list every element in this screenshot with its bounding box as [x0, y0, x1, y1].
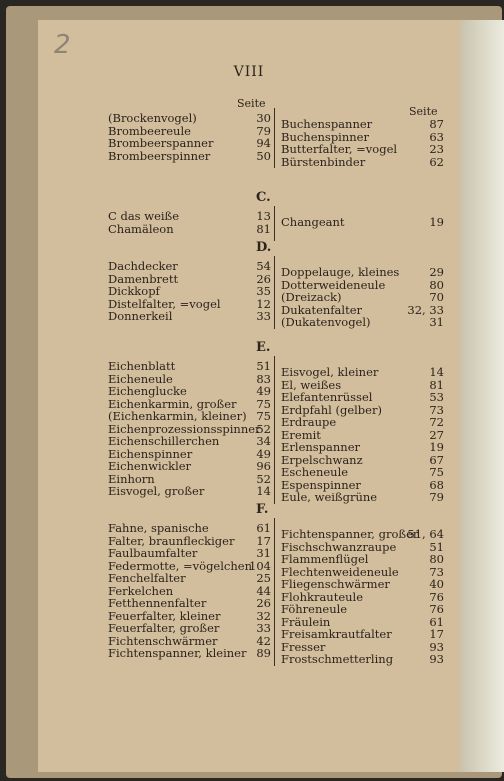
index-entry-name: Fliegenschwärmer	[281, 577, 390, 591]
index-entry-name: Eichenglucke	[108, 384, 187, 398]
index-entry-name: Dotterweideneule	[281, 277, 386, 292]
index-entry-name: Buchenspanner	[281, 117, 373, 131]
index-entry-page: 14	[429, 365, 444, 379]
index-entry-page: 17	[256, 533, 271, 548]
index-entry-name: Dachdecker	[108, 259, 178, 273]
index-entry-page: 26	[256, 271, 271, 286]
index-entry-page: 44	[256, 583, 271, 598]
index-entry-name: Fetthennenfalter	[108, 596, 207, 610]
index-entry-name: Erlenspanner	[281, 440, 361, 454]
index-entry-page: 29	[429, 265, 444, 279]
index-entry-page: 83	[256, 371, 271, 386]
index-entry-page: 104	[249, 558, 271, 573]
index-entry-page: 76	[429, 602, 444, 616]
index-entry-page: 54	[256, 259, 271, 273]
section-letter: E.	[256, 340, 271, 355]
index-entry-page: 33	[256, 621, 271, 635]
index-entry-page: 75	[429, 465, 444, 479]
index-entry-page: 49	[256, 446, 271, 461]
index-entry-page: 52	[256, 471, 271, 486]
index-entry-page: 62	[429, 154, 444, 169]
index-entry-page: 51	[256, 359, 271, 373]
section-letter: D.	[256, 240, 272, 255]
index-entry-page: 32, 33	[407, 302, 444, 317]
index-entry-page: 19	[429, 440, 444, 454]
index-entry-page: 93	[429, 652, 444, 666]
index-entry-name: Feuerfalter, kleiner	[108, 608, 221, 623]
index-page	[38, 20, 460, 772]
index-entry-name: Eicheneule	[108, 371, 173, 386]
index-entry-page: 80	[429, 277, 444, 292]
index-entry-page: 81	[256, 221, 271, 236]
pencil-mark: 2	[54, 30, 71, 60]
index-entry-name: Eichenwickler	[108, 459, 192, 473]
index-entry-name: El, weißes	[281, 377, 342, 392]
index-entry-page: 51	[429, 539, 444, 554]
index-entry-name: Dickkopf	[108, 284, 160, 298]
index-entry-page: 72	[429, 415, 444, 429]
index-entry-name: Freisamkrautfalter	[281, 627, 392, 641]
index-entry-name: Eichenkarmin, großer	[108, 396, 237, 411]
index-entry-page: 26	[256, 596, 271, 610]
index-entry-name: Eule, weißgrüne	[281, 490, 378, 504]
index-entry-name: (Dukatenvogel)	[281, 315, 371, 329]
index-entry-page: 76	[429, 589, 444, 604]
index-entry-name: Fichtenspanner, großer	[281, 527, 419, 541]
index-entry-name: Frostschmetterling	[281, 652, 394, 666]
index-entry-name: Fenchelfalter	[108, 571, 186, 585]
section-letter: F.	[256, 502, 269, 517]
index-entry-name: Eisvogel, großer	[108, 484, 205, 498]
index-entry-page: 53	[429, 390, 444, 404]
index-entry-name: Brombeerspinner	[108, 148, 211, 163]
index-entry-name: Einhorn	[108, 471, 155, 486]
index-entry-page: 17	[429, 627, 444, 641]
index-entry-page: 87	[429, 117, 444, 131]
index-entry-page: 80	[429, 552, 444, 566]
index-entry-name: (Brockenvogel)	[108, 111, 197, 125]
index-entry-name: Feuerfalter, großer	[108, 621, 220, 635]
index-entry-page: 79	[429, 490, 444, 504]
index-entry-page: 68	[429, 477, 444, 492]
index-entry-page: 61	[429, 614, 444, 629]
index-entry-name: Chamäleon	[108, 221, 174, 236]
index-entry-page: 13	[256, 209, 271, 223]
index-entry-page: 96	[256, 459, 271, 473]
index-entry-name: Föhreneule	[281, 602, 348, 616]
index-entry-name: Faulbaumfalter	[108, 546, 198, 560]
index-entry-page: 12	[256, 296, 271, 311]
column-divider	[274, 206, 275, 241]
index-entry-name: Eichenblatt	[108, 359, 176, 373]
index-entry-page: 75	[256, 396, 271, 411]
page-number: VIII	[233, 64, 265, 80]
index-entry-name: Eichenspinner	[108, 446, 193, 461]
index-entry-name: Ferkelchen	[108, 583, 174, 598]
index-entry-page: 73	[429, 402, 444, 417]
index-entry-page: 31	[256, 546, 271, 560]
index-entry-name: Erpelschwanz	[281, 452, 363, 467]
index-entry-page: 25	[256, 571, 271, 585]
index-entry-page: 67	[429, 452, 444, 467]
index-entry-name: Fischschwanzraupe	[281, 539, 397, 554]
index-entry-name: Falter, braunfleckiger	[108, 533, 235, 548]
index-entry-page: 75	[256, 409, 271, 423]
index-entry-page: 51, 64	[407, 527, 444, 541]
index-entry-name: Erdraupe	[281, 415, 337, 429]
index-entry-page: 19	[429, 215, 444, 229]
index-entry-name: Eremit	[281, 427, 321, 442]
index-entry-page: 27	[429, 427, 444, 442]
index-entry-name: (Dreizack)	[281, 290, 342, 304]
index-entry-name: Fresser	[281, 639, 326, 654]
index-entry-name: Distelfalter, =vogel	[108, 296, 221, 311]
section-letter: C.	[256, 190, 271, 205]
index-entry-name: Fichtenschwärmer	[108, 633, 218, 648]
column-divider	[274, 356, 275, 504]
index-entry-page: 33	[256, 309, 271, 323]
index-entry-name: Eichenschillerchen	[108, 434, 220, 448]
index-entry-name: Escheneule	[281, 465, 349, 479]
index-entry-page: 89	[256, 646, 271, 660]
book-spine	[460, 20, 504, 772]
index-entry-name: Dukatenfalter	[281, 302, 362, 317]
seite-label-left: Seite	[237, 97, 266, 110]
index-entry-name: Flohkrauteule	[281, 589, 364, 604]
index-entry-page: 81	[429, 377, 444, 392]
index-entry-page: 34	[256, 434, 271, 448]
index-entry-page: 30	[256, 111, 271, 125]
index-entry-page: 14	[256, 484, 271, 498]
index-entry-name: C das weiße	[108, 209, 180, 223]
index-entry-name: Espenspinner	[281, 477, 361, 492]
index-entry-name: Doppelauge, kleines	[281, 265, 400, 279]
index-entry-page: 70	[429, 290, 444, 304]
index-entry-page: 61	[256, 521, 271, 535]
index-entry-name: Bürstenbinder	[281, 154, 366, 169]
index-entry-name: Buchenspinner	[281, 129, 369, 144]
index-entry-name: Donnerkeil	[108, 309, 173, 323]
index-entry-page: 23	[429, 142, 444, 156]
index-entry-name: Damenbrett	[108, 271, 179, 286]
index-entry-name: Federmotte, =vögelchen	[108, 558, 252, 573]
column-divider	[274, 108, 275, 168]
index-entry-name: Flechtenweideneule	[281, 564, 399, 579]
index-entry-name: Flammenflügel	[281, 552, 369, 566]
index-entry-name: Elefantenrüssel	[281, 390, 373, 404]
column-divider	[274, 256, 275, 329]
index-entry-page: 73	[429, 564, 444, 579]
index-entry-name: Eichenprozessionsspinner	[108, 421, 261, 436]
index-entry-page: 52	[256, 421, 271, 436]
index-entry-page: 79	[256, 123, 271, 138]
column-divider	[274, 518, 275, 666]
index-entry-page: 50	[256, 148, 271, 163]
index-entry-page: 35	[256, 284, 271, 298]
index-entry-page: 63	[429, 129, 444, 144]
index-entry-page: 32	[256, 608, 271, 623]
index-entry-name: (Eichenkarmin, kleiner)	[108, 409, 247, 423]
index-entry-page: 93	[429, 639, 444, 654]
seite-label-right: Seite	[409, 105, 438, 118]
index-entry-page: 42	[256, 633, 271, 648]
index-entry-name: Erdpfahl (gelber)	[281, 402, 382, 417]
index-entry-page: 31	[429, 315, 444, 329]
index-entry-name: Eisvogel, kleiner	[281, 365, 379, 379]
index-entry-name: Fahne, spanische	[108, 521, 209, 535]
index-entry-name: Fräulein	[281, 614, 331, 629]
index-entry-name: Brombeereule	[108, 123, 191, 138]
index-entry-page: 94	[256, 136, 271, 150]
index-entry-name: Fichtenspanner, kleiner	[108, 646, 247, 660]
index-entry-name: Butterfalter, =vogel	[281, 142, 398, 156]
index-entry-name: Changeant	[281, 215, 345, 229]
index-entry-page: 40	[429, 577, 444, 591]
index-entry-page: 49	[256, 384, 271, 398]
index-entry-name: Brombeerspanner	[108, 136, 214, 150]
